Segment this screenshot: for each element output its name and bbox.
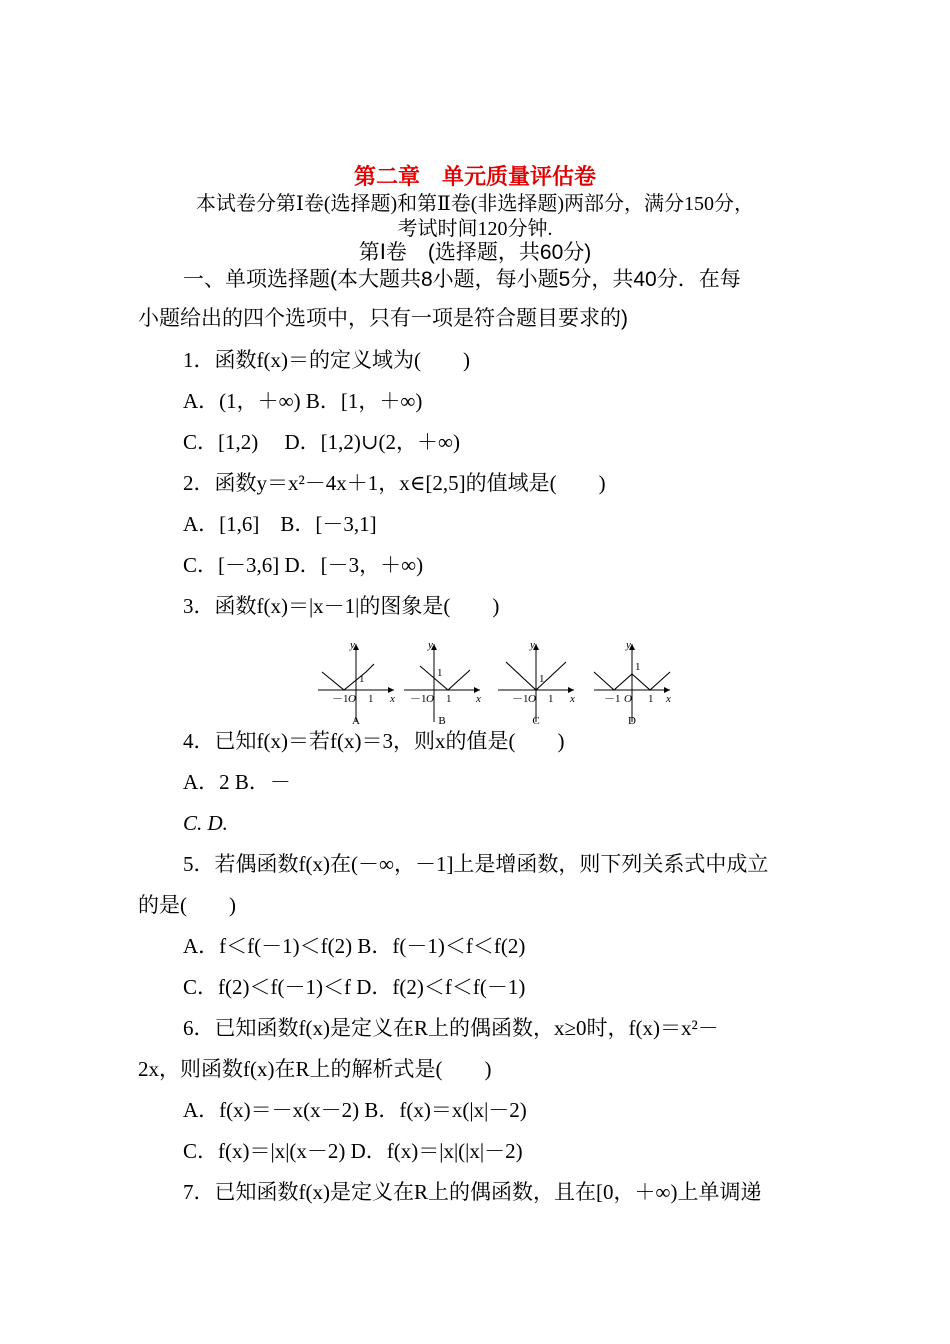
question-5-options-ab: A．f＜f(－1)＜f(2) B．f(－1)＜f＜f(2)	[183, 934, 526, 958]
question-4-options-cd: C. D.	[183, 811, 228, 835]
tick-neg-label: －1	[410, 693, 427, 705]
question-1-options-cd: C．[1,2) D．[1,2)∪(2，＋∞)	[183, 430, 460, 454]
question-7-stem-line1: 7．已知函数f(x)是定义在R上的偶函数，且在[0，＋∞)上单调递	[183, 1180, 762, 1204]
axis-x-label: x	[476, 693, 481, 705]
question-2-stem: 2．函数y＝x²－4x＋1，x∈[2,5]的值域是( )	[183, 471, 606, 495]
question-5-stem-line1: 5．若偶函数f(x)在(－∞，－1]上是增函数，则下列关系式中成立	[183, 852, 769, 876]
graph-option-b	[398, 636, 486, 728]
section-instruction-line2: 小题给出的四个选项中，只有一项是符合题目要求的)	[138, 307, 628, 330]
question-6-options-ab: A．f(x)＝－x(x－2) B．f(x)＝x(|x|－2)	[183, 1098, 527, 1122]
tick-pos-label: 1	[548, 693, 554, 705]
question-5-options-cd: C．f(2)＜f(－1)＜f D．f(2)＜f＜f(－1)	[183, 975, 526, 999]
question-2-options-ab: A．[1,6] B．[－3,1]	[183, 512, 377, 536]
tick-y-label: 1	[539, 673, 545, 685]
tick-neg-label: －1	[332, 693, 349, 705]
graph-label-a: A	[352, 715, 360, 727]
graph-label-b: B	[438, 715, 446, 727]
axis-x-label: x	[666, 693, 671, 705]
question-4-stem: 4．已知f(x)＝若f(x)＝3，则x的值是( )	[183, 729, 565, 753]
section-instruction-line1: 一、单项选择题(本大题共8小题，每小题5分，共40分．在每	[183, 268, 741, 291]
origin-label: O	[528, 693, 536, 705]
question-3-stem: 3．函数f(x)＝|x－1|的图象是( )	[183, 594, 500, 618]
question-1-options-ab: A．(1，＋∞) B．[1，＋∞)	[183, 389, 423, 413]
axis-y-label: y	[530, 639, 535, 651]
tick-pos-label: 1	[368, 693, 374, 705]
origin-label: O	[624, 693, 632, 705]
tick-y-label: 1	[437, 667, 443, 679]
origin-label: O	[348, 693, 356, 705]
axis-y-label: y	[626, 639, 631, 651]
axis-y-label: y	[428, 639, 433, 651]
exam-intro-line2: 考试时间120分钟.	[397, 218, 553, 240]
axis-x-label: x	[570, 693, 575, 705]
page-title: 第二章 单元质量评估卷	[353, 164, 596, 189]
part-heading: 第Ⅰ卷 (选择题，共60分)	[358, 241, 592, 264]
axis-y-label: y	[350, 639, 355, 651]
question-6-stem-line1: 6．已知函数f(x)是定义在R上的偶函数，x≥0时，f(x)＝x²－	[183, 1016, 719, 1040]
axis-x-label: x	[390, 693, 395, 705]
tick-pos-label: 1	[446, 693, 452, 705]
origin-label: O	[426, 693, 434, 705]
question-6-stem-line2: 2x，则函数f(x)在R上的解析式是( )	[138, 1057, 492, 1081]
question-3-graph-options	[312, 636, 682, 728]
question-1-stem: 1．函数f(x)＝的定义域为( )	[183, 348, 470, 372]
tick-neg-label: －1	[512, 693, 529, 705]
graph-label-c: C	[532, 715, 540, 727]
question-6-options-cd: C．f(x)＝|x|(x－2) D．f(x)＝|x|(|x|－2)	[183, 1139, 523, 1163]
tick-pos-label: 1	[648, 693, 654, 705]
graph-label-d: D	[628, 715, 636, 727]
exam-intro-line1: 本试卷分第Ⅰ卷(选择题)和第Ⅱ卷(非选择题)两部分，满分150分，	[195, 193, 755, 215]
tick-neg-label: －1	[604, 693, 621, 705]
question-5-stem-line2: 的是( )	[138, 893, 236, 917]
tick-y-label: 1	[635, 661, 641, 673]
tick-y-label: 1	[359, 673, 365, 685]
question-2-options-cd: C．[－3,6] D．[－3，＋∞)	[183, 553, 424, 577]
graph-option-d	[588, 636, 676, 728]
question-4-options-ab: A．2 B．－	[183, 770, 291, 794]
graph-option-a	[312, 636, 400, 728]
graph-option-c	[492, 636, 580, 728]
